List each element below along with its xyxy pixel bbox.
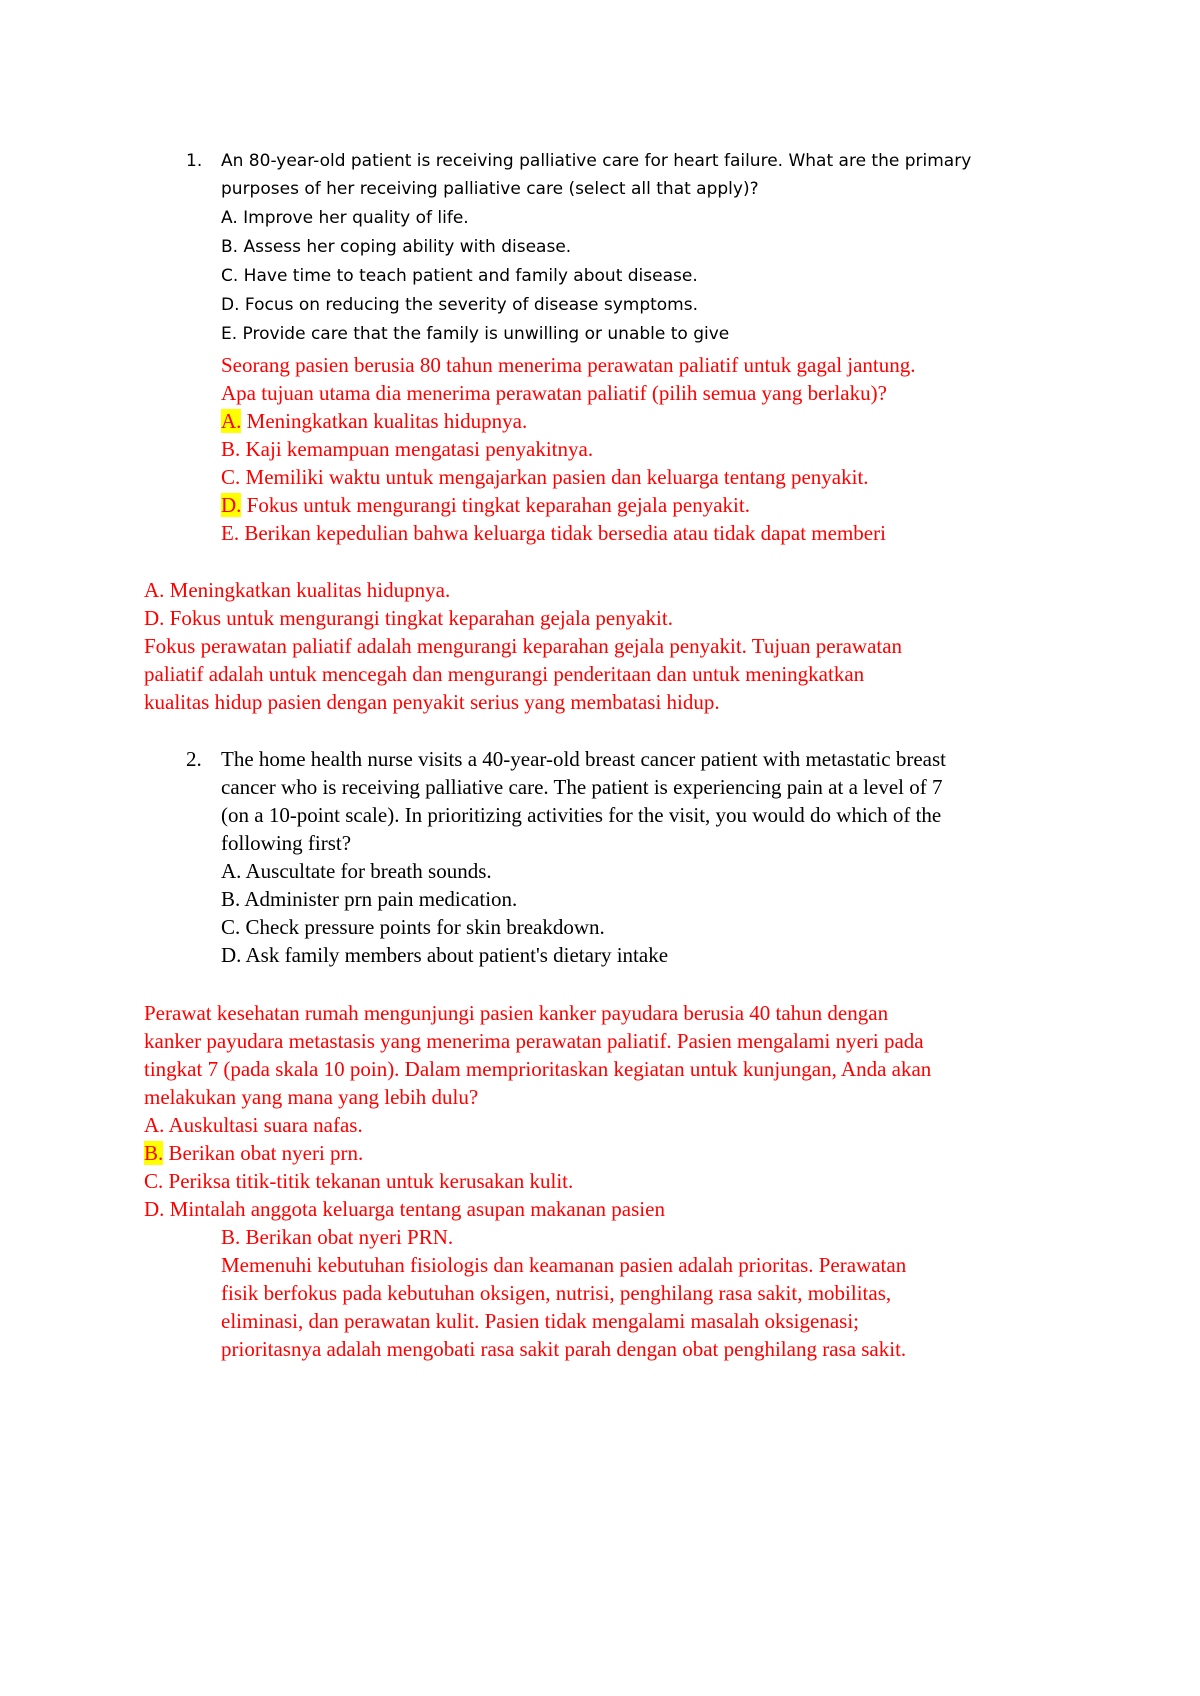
- q2-option-d: D. Ask family members about patient's dietary intake: [221, 943, 669, 967]
- q2-translated-option-a: A. Auskultasi suara nafas.: [144, 1113, 363, 1137]
- q2-option-b: B. Administer prn pain medication.: [221, 887, 518, 911]
- q1-translated-option-c: C. Memiliki waktu untuk mengajarkan pasien dan keluarga tentang penyakit.: [221, 465, 869, 489]
- q2-rationale-line: fisik berfokus pada kebutuhan oksigen, nutrisi, penghilang rasa sakit, mobilitas,: [221, 1281, 892, 1305]
- q2-stem-line: (on a 10-point scale). In prioritizing activities for the visit, you would do which of the: [221, 803, 942, 827]
- q1-option-a: A. Improve her quality of life.: [221, 208, 469, 228]
- q1-option-e: E. Provide care that the family is unwilling or unable to give: [221, 324, 730, 344]
- q1-rationale-line: Fokus perawatan paliatif adalah mengurangi keparahan gejala penyakit. Tujuan perawatan: [144, 634, 903, 658]
- q1-translated-option-a: A. Meningkatkan kualitas hidupnya.: [221, 409, 528, 433]
- q2-translated-option-b: B. Berikan obat nyeri prn.: [144, 1141, 364, 1165]
- q2-option-a: A. Auscultate for breath sounds.: [221, 859, 492, 883]
- q2-rationale-line: eliminasi, dan perawatan kulit. Pasien tidak mengalami masalah oksigenasi;: [221, 1309, 859, 1333]
- answer-highlight: B.: [144, 1141, 164, 1165]
- q1-answer-line: D. Fokus untuk mengurangi tingkat keparahan gejala penyakit.: [144, 606, 673, 630]
- q1-number: 1.: [186, 151, 203, 171]
- q1-stem-line: purposes of her receiving palliative care (select all that apply)?: [221, 179, 759, 199]
- q2-translation-line: kanker payudara metastasis yang menerima perawatan paliatif. Pasien mengalami nyeri pada: [144, 1029, 924, 1053]
- q2-translation-line: tingkat 7 (pada skala 10 poin). Dalam memprioritaskan kegiatan untuk kunjungan, Anda akan: [144, 1057, 932, 1081]
- q1-answer-line: A. Meningkatkan kualitas hidupnya.: [144, 578, 451, 602]
- q2-translation-line: Perawat kesehatan rumah mengunjungi pasien kanker payudara berusia 40 tahun dengan: [144, 1001, 889, 1025]
- q1-translated-option-e: E. Berikan kepedulian bahwa keluarga tidak bersedia atau tidak dapat memberi: [221, 521, 886, 545]
- q2-rationale-line: Memenuhi kebutuhan fisiologis dan keamanan pasien adalah prioritas. Perawatan: [221, 1253, 907, 1277]
- q2-translated-option-c: C. Periksa titik-titik tekanan untuk kerusakan kulit.: [144, 1169, 574, 1193]
- answer-highlight: D.: [221, 493, 242, 517]
- q2-translation-line: melakukan yang mana yang lebih dulu?: [144, 1085, 479, 1109]
- q1-option-d: D. Focus on reducing the severity of disease symptoms.: [221, 295, 699, 315]
- q1-stem-line: An 80-year-old patient is receiving palliative care for heart failure. What are the primary: [221, 151, 972, 171]
- q2-stem-line: The home health nurse visits a 40-year-old breast cancer patient with metastatic breast: [221, 747, 946, 771]
- q2-rationale-line: prioritasnya adalah mengobati rasa sakit parah dengan obat penghilang rasa sakit.: [221, 1337, 907, 1361]
- q2-stem-line: following first?: [221, 831, 352, 855]
- q2-number: 2.: [186, 747, 202, 771]
- q2-answer-line: B. Berikan obat nyeri PRN.: [221, 1225, 454, 1249]
- q1-option-b: B. Assess her coping ability with disease.: [221, 237, 572, 257]
- q1-rationale-line: kualitas hidup pasien dengan penyakit serius yang membatasi hidup.: [144, 690, 720, 714]
- q1-option-c: C. Have time to teach patient and family about disease.: [221, 266, 698, 286]
- q1-translation-line: Apa tujuan utama dia menerima perawatan paliatif (pilih semua yang berlaku)?: [221, 381, 887, 405]
- q1-translated-option-b: B. Kaji kemampuan mengatasi penyakitnya.: [221, 437, 594, 461]
- q1-translated-option-d: D. Fokus untuk mengurangi tingkat keparahan gejala penyakit.: [221, 493, 750, 517]
- q1-translation-line: Seorang pasien berusia 80 tahun menerima perawatan paliatif untuk gagal jantung.: [221, 353, 916, 377]
- q1-rationale-line: paliatif adalah untuk mencegah dan mengurangi penderitaan dan untuk meningkatkan: [144, 662, 865, 686]
- q2-translated-option-d: D. Mintalah anggota keluarga tentang asupan makanan pasien: [144, 1197, 665, 1221]
- answer-highlight: A.: [221, 409, 242, 433]
- q2-stem-line: cancer who is receiving palliative care. The patient is experiencing pain at a level of 7: [221, 775, 943, 799]
- q2-option-c: C. Check pressure points for skin breakdown.: [221, 915, 605, 939]
